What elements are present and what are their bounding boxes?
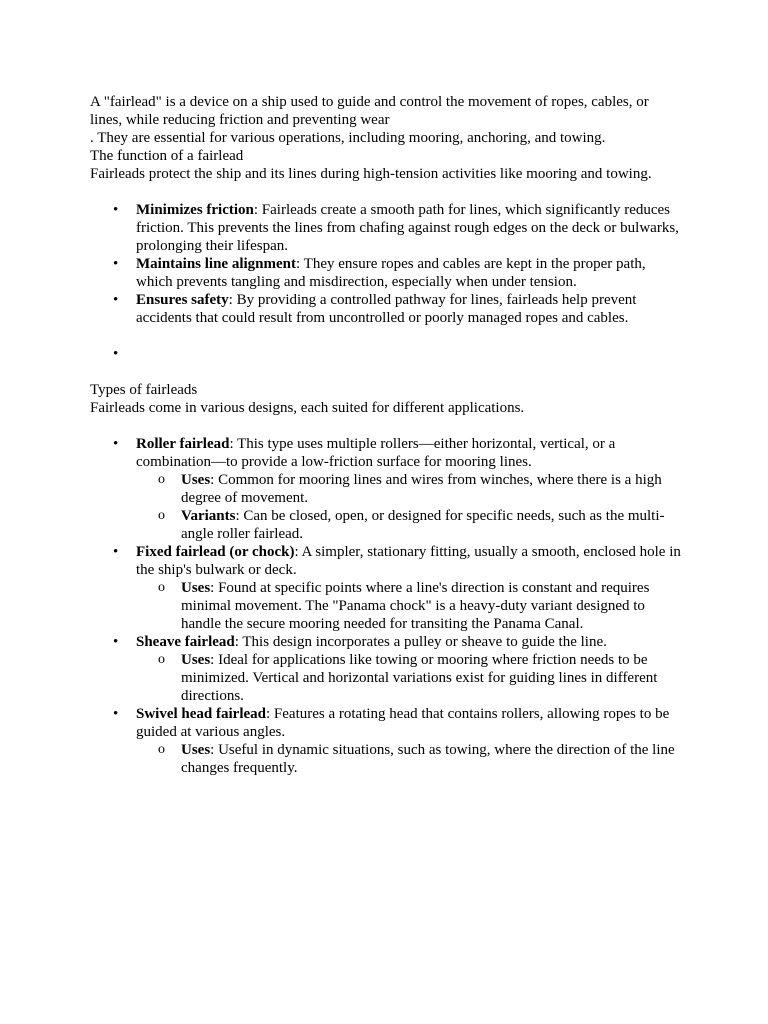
bullet-icon [113,345,123,363]
list-item [90,201,682,255]
sub-bullet-icon: o [158,742,165,757]
sub-bullet-icon: o [158,652,165,667]
item-term: Ensures safety [136,292,229,308]
sub-list-item [136,471,682,507]
types-heading: Types of fairleads [90,382,198,398]
item-text: : This type uses multiple rollers—either horizontal, vertical, or a combination—to provide a low-friction surface for mooring lines. [136,436,616,470]
types-list [90,435,682,777]
bullet-icon [113,291,123,309]
bullet-icon [113,543,123,561]
empty-list-item [90,345,682,363]
sub-item-text: : Useful in dynamic situations, such as towing, where the direction of the line changes frequently. [181,742,675,776]
bullet-icon [113,201,123,219]
sub-item-text: : Common for mooring lines and wires from winches, where there is a high degree of movement. [181,472,662,506]
function-list [90,201,682,327]
sub-list-item [136,579,682,633]
list-item [90,543,682,633]
sub-item-text: : Found at specific points where a line's direction is constant and requires minimal movement. The "Panama chock" is a heavy-duty variant designed to handle the secure mooring needed for transiting the Panama Canal. [181,580,650,632]
item-term: Roller fairlead [136,436,230,452]
item-text: : Fairleads create a smooth path for lines, which significantly reduces friction. This prevents the lines from chafing against rough edges on the deck or bulwarks, prolonging their lifespan. [136,202,679,254]
sub-list [136,651,682,705]
intro-line-2: . They are essential for various operations, including mooring, anchoring, and towing. [90,130,606,146]
sub-list [136,579,682,633]
sub-list-item [136,741,682,777]
list-item [90,291,682,327]
item-text: : Features a rotating head that contains rollers, allowing ropes to be guided at various angles. [136,706,670,740]
sub-bullet-icon: o [158,508,165,523]
sub-list-item [136,651,682,705]
list-item [90,255,682,291]
bullet-icon [113,705,123,723]
empty-list [90,345,682,363]
bullet-icon [113,255,123,273]
item-term: Fixed fairlead (or chock) [136,544,295,560]
item-text: : A simpler, stationary fitting, usually a smooth, enclosed hole in the ship's bulwark or deck. [136,544,681,578]
sub-bullet-icon: o [158,472,165,487]
sub-item-term: Uses [181,652,211,668]
sub-item-text: : Can be closed, open, or designed for specific needs, such as the multi-angle roller fairlead. [181,508,665,542]
item-term: Maintains line alignment [136,256,297,272]
sub-list-item [136,507,682,543]
intro-paragraph [90,93,682,147]
list-item [90,633,682,705]
item-term: Minimizes friction [136,202,254,218]
list-item [90,705,682,777]
types-text: Fairleads come in various designs, each suited for different applications. [90,400,525,416]
item-term: Sheave fairlead [136,634,235,650]
document-page [90,93,682,777]
sub-item-term: Variants [181,508,236,524]
item-text: : They ensure ropes and cables are kept in the proper path, which prevents tangling and misdirection, especially when under tension. [136,256,646,290]
item-text: : This design incorporates a pulley or sheave to guide the line. [234,634,607,650]
bullet-icon [113,633,123,651]
function-heading: The function of a fairlead [90,148,244,164]
function-text: Fairleads protect the ship and its lines during high-tension activities like mooring and towing. [90,166,652,182]
item-text: : By providing a controlled pathway for lines, fairleads help prevent accidents that could result from uncontrolled or poorly managed ropes and cables. [136,292,637,326]
intro-line-1: A "fairlead" is a device on a ship used to guide and control the movement of ropes, cables, or lines, while reducing friction and preventing wear [90,94,649,128]
item-term: Swivel head fairlead [136,706,266,722]
sub-item-term: Uses [181,580,211,596]
sub-list [136,471,682,543]
list-item [90,435,682,543]
sub-item-text: : Ideal for applications like towing or mooring where friction needs to be minimized. Vertical and horizontal variations exist for guiding lines in different directions. [181,652,658,704]
sub-bullet-icon: o [158,580,165,595]
sub-item-term: Uses [181,742,211,758]
sub-list [136,741,682,777]
bullet-icon [113,435,123,453]
sub-item-term: Uses [181,472,211,488]
